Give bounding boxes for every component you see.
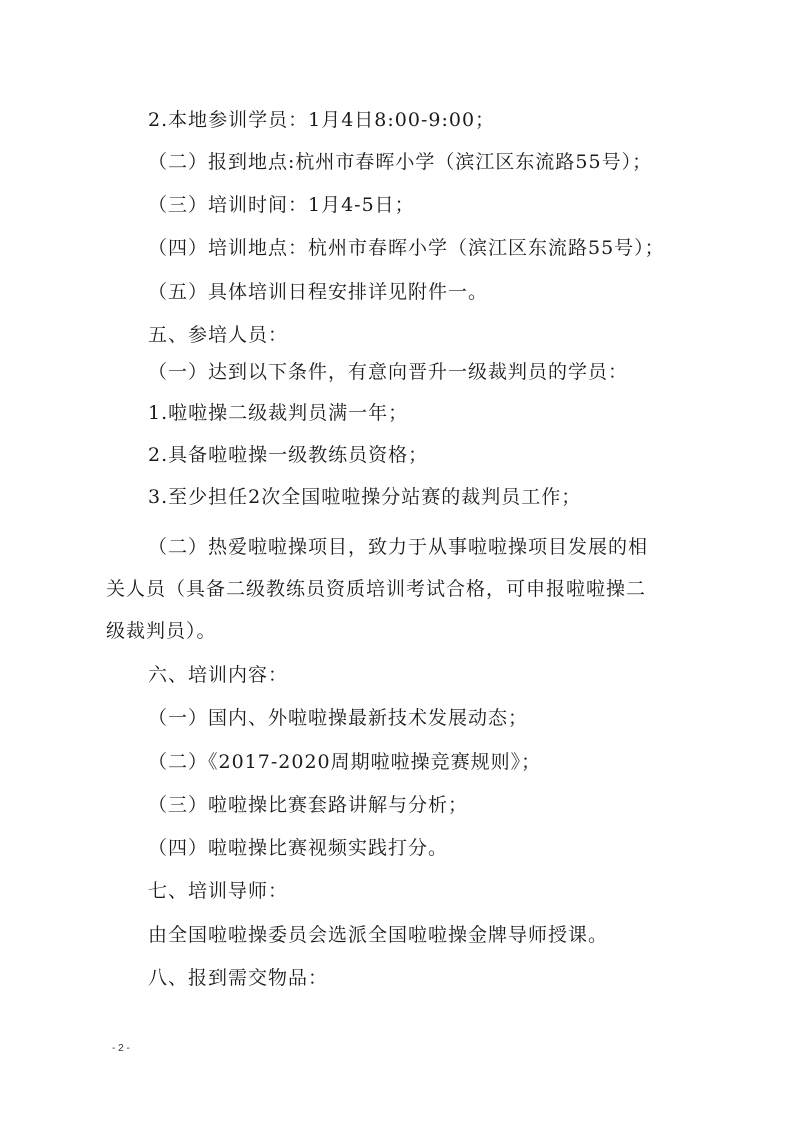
text-line: 2.具备啦啦操一级教练员资格；	[148, 444, 429, 466]
page-number: - 2 -	[112, 1043, 130, 1054]
text-line: 级裁判员）。	[106, 620, 217, 642]
section-heading: 五、参培人员：	[148, 324, 289, 346]
text-line: （五）具体培训日程安排详见附件一。	[148, 281, 489, 303]
text-line: （一）国内、外啦啦操最新技术发展动态；	[148, 707, 529, 729]
text-line: 3.至少担任2次全国啦啦操分站赛的裁判员工作；	[148, 486, 582, 508]
text-line: （三）培训时间：1月4-5日；	[148, 194, 415, 216]
text-line: （三）啦啦操比赛套路讲解与分析；	[148, 794, 469, 816]
text-line: （二）《2017-2020周期啦啦操竞赛规则》；	[148, 751, 542, 773]
text-line: （四）培训地点：杭州市春晖小学（滨江区东流路55号）；	[148, 237, 665, 259]
text-line: （二）报到地点:杭州市春晖小学（滨江区东流路55号）；	[148, 151, 653, 173]
text-line: （四）啦啦操比赛视频实践打分。	[148, 837, 449, 859]
section-heading: 六、培训内容：	[148, 664, 289, 686]
text-line: （二）热爱啦啦操项目，致力于从事啦啦操项目发展的相	[148, 536, 649, 558]
section-heading: 八、报到需交物品：	[148, 967, 329, 989]
text-line: 关人员（具备二级教练员资质培训考试合格，可申报啦啦操二	[106, 578, 647, 600]
text-line: 由全国啦啦操委员会选派全国啦啦操金牌导师授课。	[148, 924, 609, 946]
text-line: 1.啦啦操二级裁判员满一年；	[148, 402, 409, 424]
section-heading: 七、培训导师：	[148, 880, 289, 902]
text-line: （一）达到以下条件，有意向晋升一级裁判员的学员：	[148, 361, 629, 383]
text-line: 2.本地参训学员：1月4日8:00-9:00；	[148, 109, 496, 131]
